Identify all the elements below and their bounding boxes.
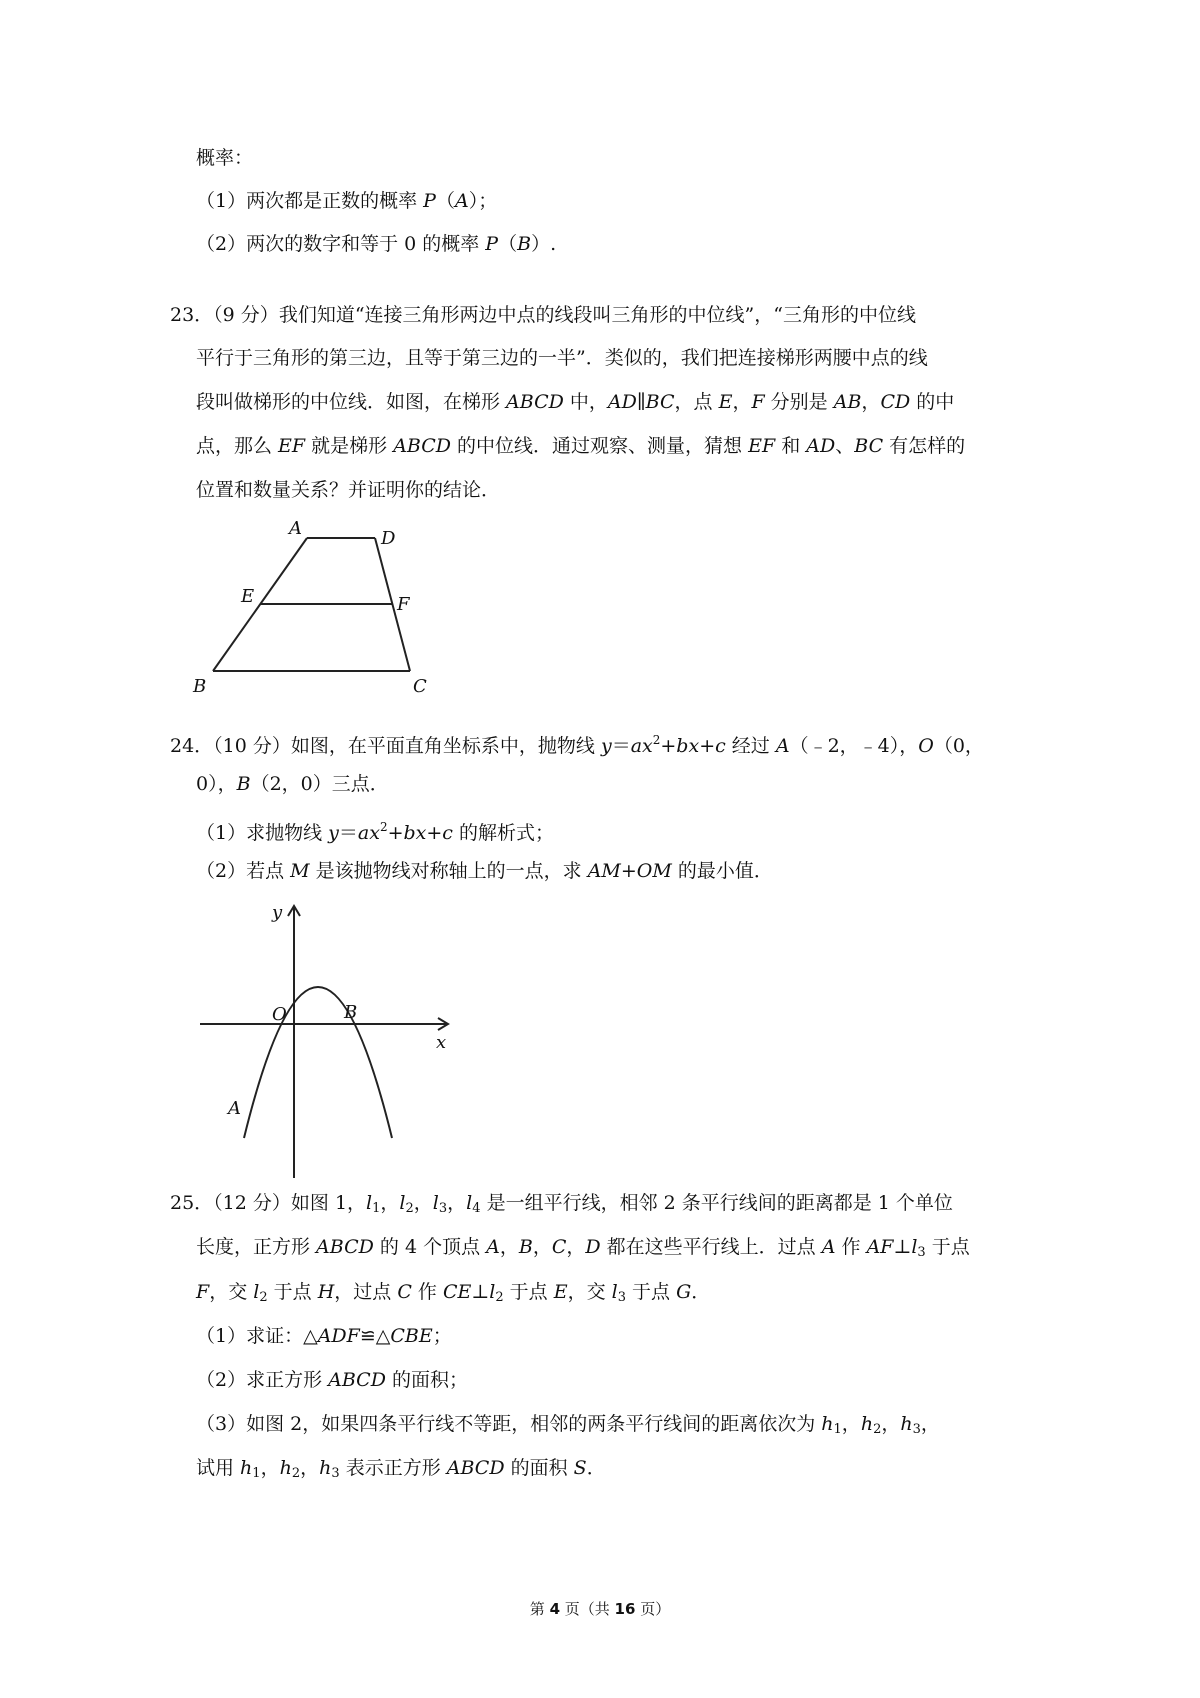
question-number: 25．（12 分） — [170, 1192, 291, 1214]
q23-line1: 23．（9 分）我们知道“连接三角形两边中点的线段叫三角形的中位线”，“三角形的中位线 — [170, 304, 916, 326]
label-a: A — [228, 1098, 241, 1119]
q25-part1: （1）求证：△ADF≌△CBE； — [196, 1325, 452, 1347]
label-o: O — [272, 1004, 287, 1025]
q22-part2: （2）两次的数字和等于 0 的概率 P（B）. — [196, 233, 557, 255]
label-c: C — [413, 676, 427, 697]
question-number: 24．（10 分） — [170, 735, 291, 757]
parabola-figure — [200, 900, 480, 1180]
label-b: B — [344, 1002, 358, 1023]
q25-line1: 25．（12 分）如图 1，$l_1$，$l_2$，$l_3$，$l_4$ 是一组平行线，相邻 2 条平行线间的距离都是 1 个单位 — [170, 1192, 953, 1216]
q23-line4: 点，那么 EF 就是梯形 ABCD 的中位线．通过观察、测量，猜想 EF 和 AD、BC 有怎样的 — [196, 435, 966, 457]
label-d: D — [381, 528, 396, 549]
q24-line1: 24．（10 分）如图，在平面直角坐标系中，抛物线 $y=ax^2+bx+c$ 经过 A（﹣2，﹣4），O（0， — [170, 733, 984, 757]
q25-part3-cont: 试用 $h_1$，$h_2$，$h_3$ 表示正方形 ABCD 的面积 S． — [196, 1457, 606, 1481]
q25-part2: （2）求正方形 ABCD 的面积； — [196, 1369, 468, 1391]
label-b: B — [193, 676, 207, 697]
q25-line3: F，交 $l_2$ 于点 H，过点 C 作 $CE\perp l_2$ 于点 E，交 $l_3$ 于点 G． — [196, 1281, 711, 1305]
label-x: x — [436, 1032, 447, 1053]
q24-part1: （1）求抛物线 $y=ax^2+bx+c$ 的解析式； — [196, 820, 554, 844]
q23-line3: 段叫做梯形的中位线．如图，在梯形 ABCD 中，AD∥BC，点 E，F 分别是 AB，CD 的中 — [196, 391, 955, 413]
label-a: A — [289, 518, 302, 539]
label-e: E — [241, 586, 255, 607]
q22-part1: （1）两次都是正数的概率 P（A）； — [196, 190, 498, 212]
q25-part3: （3）如图 2，如果四条平行线不等距，相邻的两条平行线间的距离依次为 $h_1$，$h_2$，$h_3$， — [196, 1413, 940, 1437]
q24-line2: 0），B（2，0）三点． — [196, 773, 389, 795]
q22-continuation: 概率： — [196, 147, 254, 169]
q25-line2: 长度，正方形 ABCD 的 4 个顶点 A，B，C，D 都在这些平行线上．过点 A 作 $AF\perp l_3$ 于点 — [196, 1236, 970, 1260]
label-y: y — [272, 902, 283, 923]
parabola-curve — [244, 987, 392, 1138]
q24-part2: （2）若点 M 是该抛物线对称轴上的一点，求 AM+OM 的最小值． — [196, 860, 773, 882]
page-footer: 第 4 页（共 16 页） — [529, 1600, 671, 1618]
page-number: 4 — [549, 1600, 560, 1618]
q23-line2: 平行于三角形的第三边，且等于第三边的一半”．类似的，我们把连接梯形两腰中点的线 — [196, 347, 928, 369]
page-total: 16 — [614, 1600, 636, 1618]
trapezoid-figure — [185, 518, 465, 700]
label-f: F — [397, 594, 410, 615]
question-number: 23．（9 分） — [170, 304, 279, 326]
q23-line5: 位置和数量关系？并证明你的结论． — [196, 479, 501, 501]
